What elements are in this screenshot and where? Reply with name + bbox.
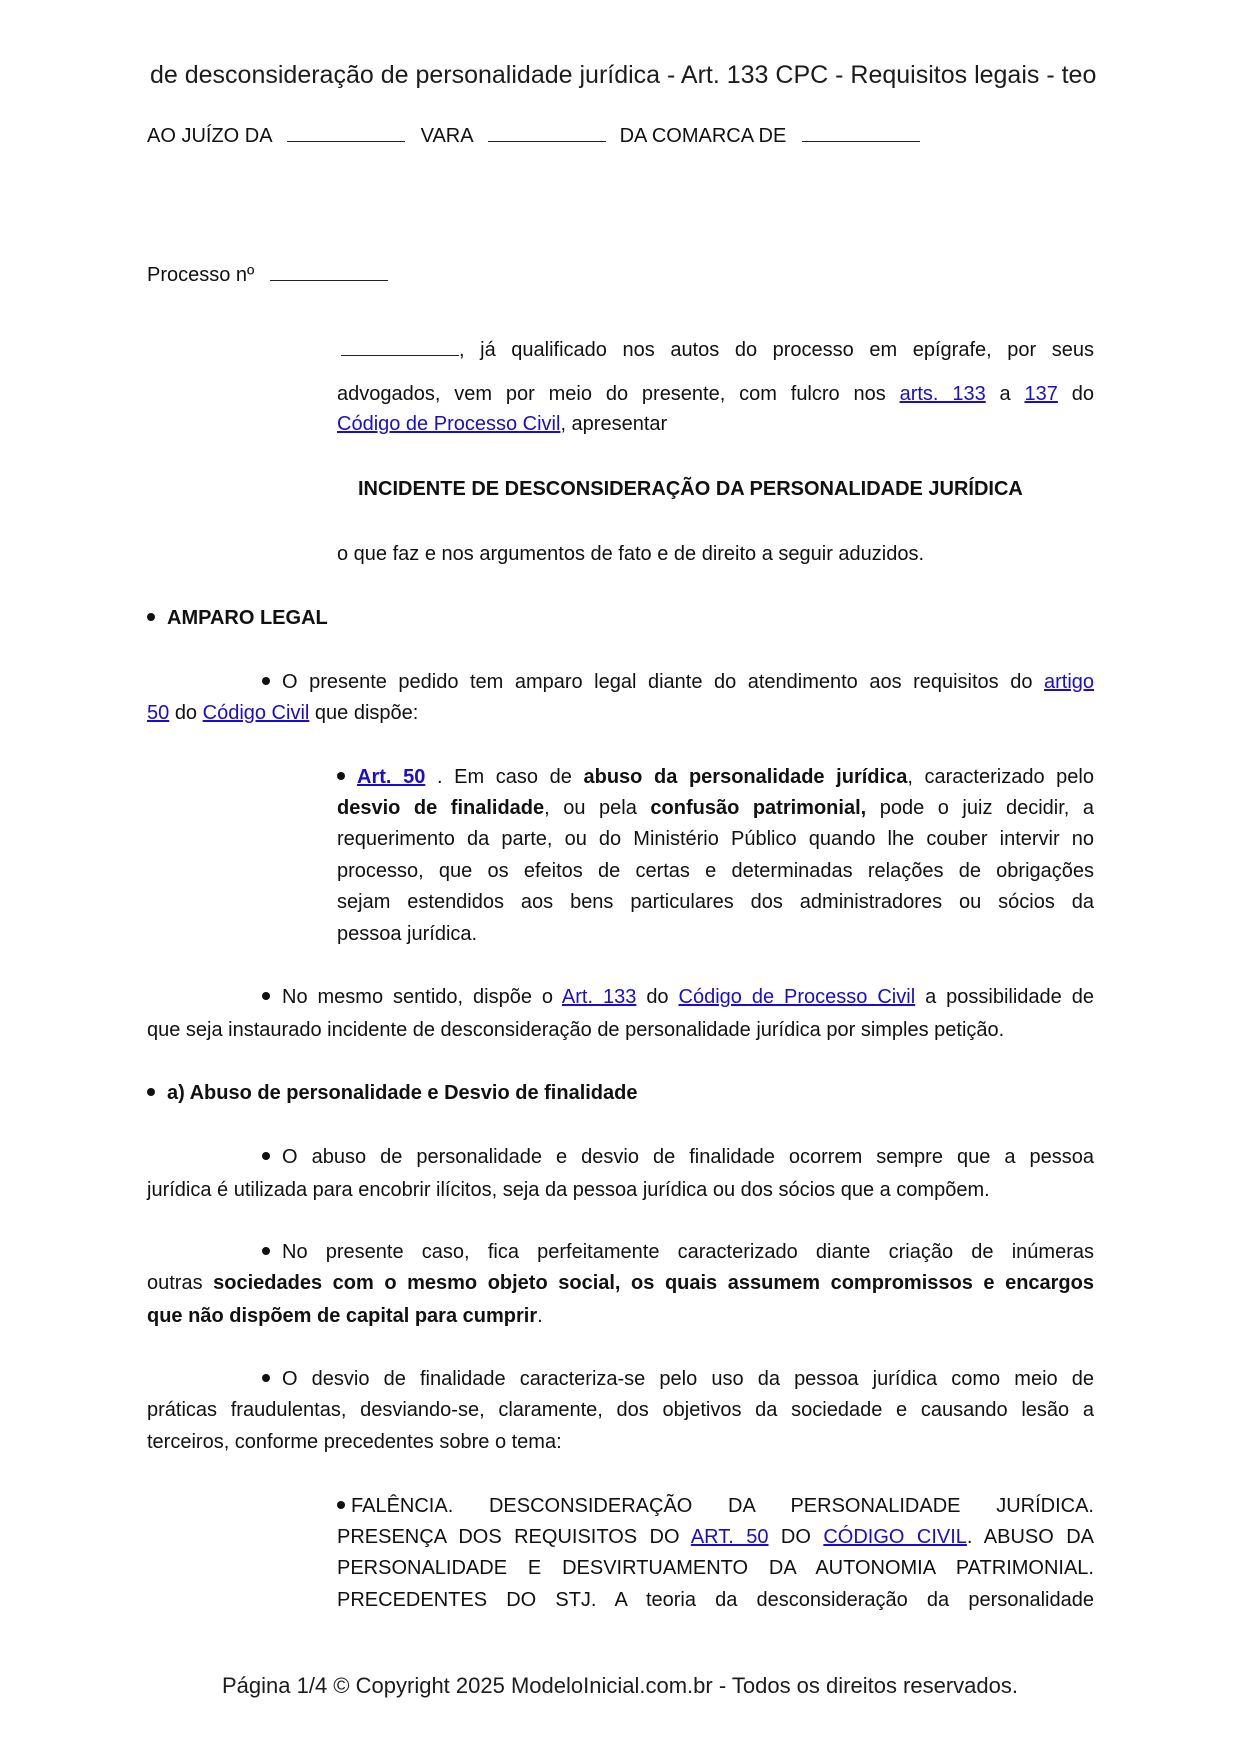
p4-text-1: No presente caso, fica perfeitamente caracterizado diante criação de inúmeras: [282, 1241, 1094, 1263]
quote1-line-4: processo, que os efeitos de certas e determinadas relações de obrigações: [337, 860, 1094, 882]
comarca-blank-field[interactable]: [802, 123, 920, 142]
vara-blank-field[interactable]: [488, 123, 606, 142]
quote1-text-4: pode o juiz decidir, a: [879, 797, 1095, 819]
intro-text-a: a: [999, 383, 1011, 405]
p3-line-1: [262, 1142, 1094, 1173]
intro-text-1: , já qualificado nos autos do processo em epígrafe, por seus: [459, 339, 1094, 361]
p5-line-1: [262, 1364, 1094, 1395]
bullet-icon: [262, 677, 270, 685]
quote1-bold-3: confusão patrimonial,: [650, 797, 867, 819]
quote1-line-2: [337, 793, 1094, 824]
p5-line-3: terceiros, conforme precedentes sobre o tema:: [147, 1431, 562, 1453]
quote1-line-6: pessoa jurídica.: [337, 923, 478, 945]
p4-text-2: outras: [147, 1272, 203, 1294]
section-abuso-heading: [147, 1079, 638, 1107]
bullet-icon: [262, 992, 270, 1000]
link-art-50-bold[interactable]: Art. 50: [357, 766, 426, 788]
quote1-text-1: . Em caso de: [436, 766, 572, 788]
intro-text-2: advogados, vem por meio do presente, com fulcro nos: [337, 383, 886, 405]
address-line: [147, 122, 920, 150]
bullet-icon: [337, 1501, 345, 1509]
section-2-heading-text: a) Abuso de personalidade e Desvio de finalidade: [167, 1082, 638, 1104]
p2-line-2: que seja instaurado incidente de desconsideração de personalidade jurídica por simples petição.: [147, 1019, 1005, 1041]
section-amparo-legal-heading: [147, 604, 328, 632]
quote2-line-4: PRECEDENTES DO STJ. A teoria da desconsideração da personalidade: [337, 1589, 1094, 1611]
page-footer: Página 1/4 © Copyright 2025 ModeloInicial.com.br - Todos os direitos reservados.: [222, 1673, 1018, 1698]
p4-line-3: [147, 1302, 543, 1330]
document-header-title: de desconsideração de personalidade jurídica - Art. 133 CPC - Requisitos legais - teo: [150, 61, 1097, 89]
intro-text-do: do: [1071, 383, 1094, 405]
quote1-text-2: , caracterizado pelo: [907, 766, 1094, 788]
quote1-bold-1: abuso da personalidade jurídica: [583, 766, 908, 788]
party-name-blank-field[interactable]: [341, 337, 459, 356]
comarca-label: DA COMARCA DE: [619, 125, 787, 147]
p2-line-1: [262, 982, 1094, 1013]
bullet-icon: [262, 1247, 270, 1255]
quote1-bold-2: desvio de finalidade: [337, 797, 545, 819]
quote2-text-1: FALÊNCIA. DESCONSIDERAÇÃO DA PERSONALIDADE JURÍDICA.: [351, 1495, 1094, 1517]
p4-bold-1: sociedades com o mesmo objeto social, os quais assumem compromissos e encargos: [213, 1272, 1094, 1294]
ao-juizo-label: AO JUÍZO DA: [147, 125, 272, 147]
p4-bold-2: que não dispõem de capital para cumprir: [147, 1305, 538, 1327]
bullet-icon: [147, 1088, 155, 1096]
processo-blank-field[interactable]: [270, 262, 388, 281]
vara-label: VARA: [420, 125, 473, 147]
juizo-blank-field[interactable]: [287, 123, 405, 142]
processo-label: Processo nº: [147, 264, 255, 286]
quote2-line-3: PERSONALIDADE E DESVIRTUAMENTO DA AUTONOMIA PATRIMONIAL.: [337, 1557, 1094, 1579]
link-50[interactable]: 50: [147, 702, 170, 724]
bullet-icon: [147, 613, 155, 621]
p2-text-1: No mesmo sentido, dispõe o: [282, 986, 554, 1008]
p1-text-do: do: [174, 702, 198, 724]
quote2-line-2: [337, 1522, 1094, 1553]
quote1-line-5: sejam estendidos aos bens particulares dos administradores ou sócios da: [337, 891, 1094, 913]
p1-text-1: O presente pedido tem amparo legal diante do atendimento aos requisitos do: [282, 671, 1033, 693]
quote2-text-2: PRESENÇA DOS REQUISITOS DO: [337, 1526, 680, 1548]
quote1-line-3: requerimento da parte, ou do Ministério Público quando lhe couber intervir no: [337, 828, 1094, 850]
intro-text-apresentar: , apresentar: [560, 413, 668, 435]
link-artigo[interactable]: artigo: [1043, 671, 1095, 693]
link-codigo-processo-civil-2[interactable]: Código de Processo Civil: [678, 986, 916, 1008]
p1-text-que-dispoe: que dispõe:: [314, 702, 419, 724]
link-art-137[interactable]: 137: [1024, 383, 1058, 405]
link-art-133[interactable]: Art. 133: [561, 986, 637, 1008]
p4-line-2: [147, 1268, 1094, 1299]
p1-line-2: [147, 699, 418, 727]
quote2-text-do: DO: [780, 1526, 811, 1548]
intro-line-3: [337, 410, 667, 438]
p3-text-1: O abuso de personalidade e desvio de finalidade ocorrem sempre que a pessoa: [282, 1146, 1094, 1168]
quote2-line-1: [337, 1491, 1094, 1522]
p2-text-2: a possibilidade de: [925, 986, 1095, 1008]
intro-line-2: [337, 379, 1094, 410]
p4-text-end: .: [537, 1305, 543, 1327]
link-codigo-civil[interactable]: Código Civil: [202, 702, 310, 724]
p5-text-1: O desvio de finalidade caracteriza-se pelo uso da pessoa jurídica como meio de: [282, 1368, 1094, 1390]
p2-text-do: do: [646, 986, 669, 1008]
quote1-text-3: , ou pela: [544, 797, 637, 819]
quote1-line-1: [337, 762, 1094, 793]
p3-line-2: jurídica é utilizada para encobrir ilícitos, seja da pessoa jurídica ou dos sócios que a compõem.: [147, 1179, 990, 1201]
bullet-icon: [337, 772, 345, 780]
quote2-text-end: . ABUSO DA: [966, 1526, 1095, 1548]
p4-line-1: [262, 1237, 1094, 1268]
p1-line-1: [262, 667, 1094, 698]
bullet-icon: [262, 1152, 270, 1160]
bullet-icon: [262, 1374, 270, 1382]
section-1-heading-text: AMPARO LEGAL: [167, 607, 328, 629]
link-art-50-caps[interactable]: ART. 50: [690, 1526, 769, 1548]
main-title: INCIDENTE DE DESCONSIDERAÇÃO DA PERSONALIDADE JURÍDICA: [358, 478, 1023, 500]
intro-line-1: [337, 335, 1094, 366]
link-codigo-civil-caps[interactable]: CÓDIGO CIVIL: [823, 1526, 967, 1548]
link-arts-133[interactable]: arts. 133: [899, 383, 986, 405]
link-codigo-processo-civil[interactable]: Código de Processo Civil: [337, 413, 561, 435]
aduzidos-text: o que faz e nos argumentos de fato e de direito a seguir aduzidos.: [337, 543, 925, 565]
p5-line-2: práticas fraudulentas, desviando-se, claramente, dos objetivos da sociedade e causando lesão a: [147, 1399, 1094, 1421]
processo-line: [147, 261, 388, 289]
